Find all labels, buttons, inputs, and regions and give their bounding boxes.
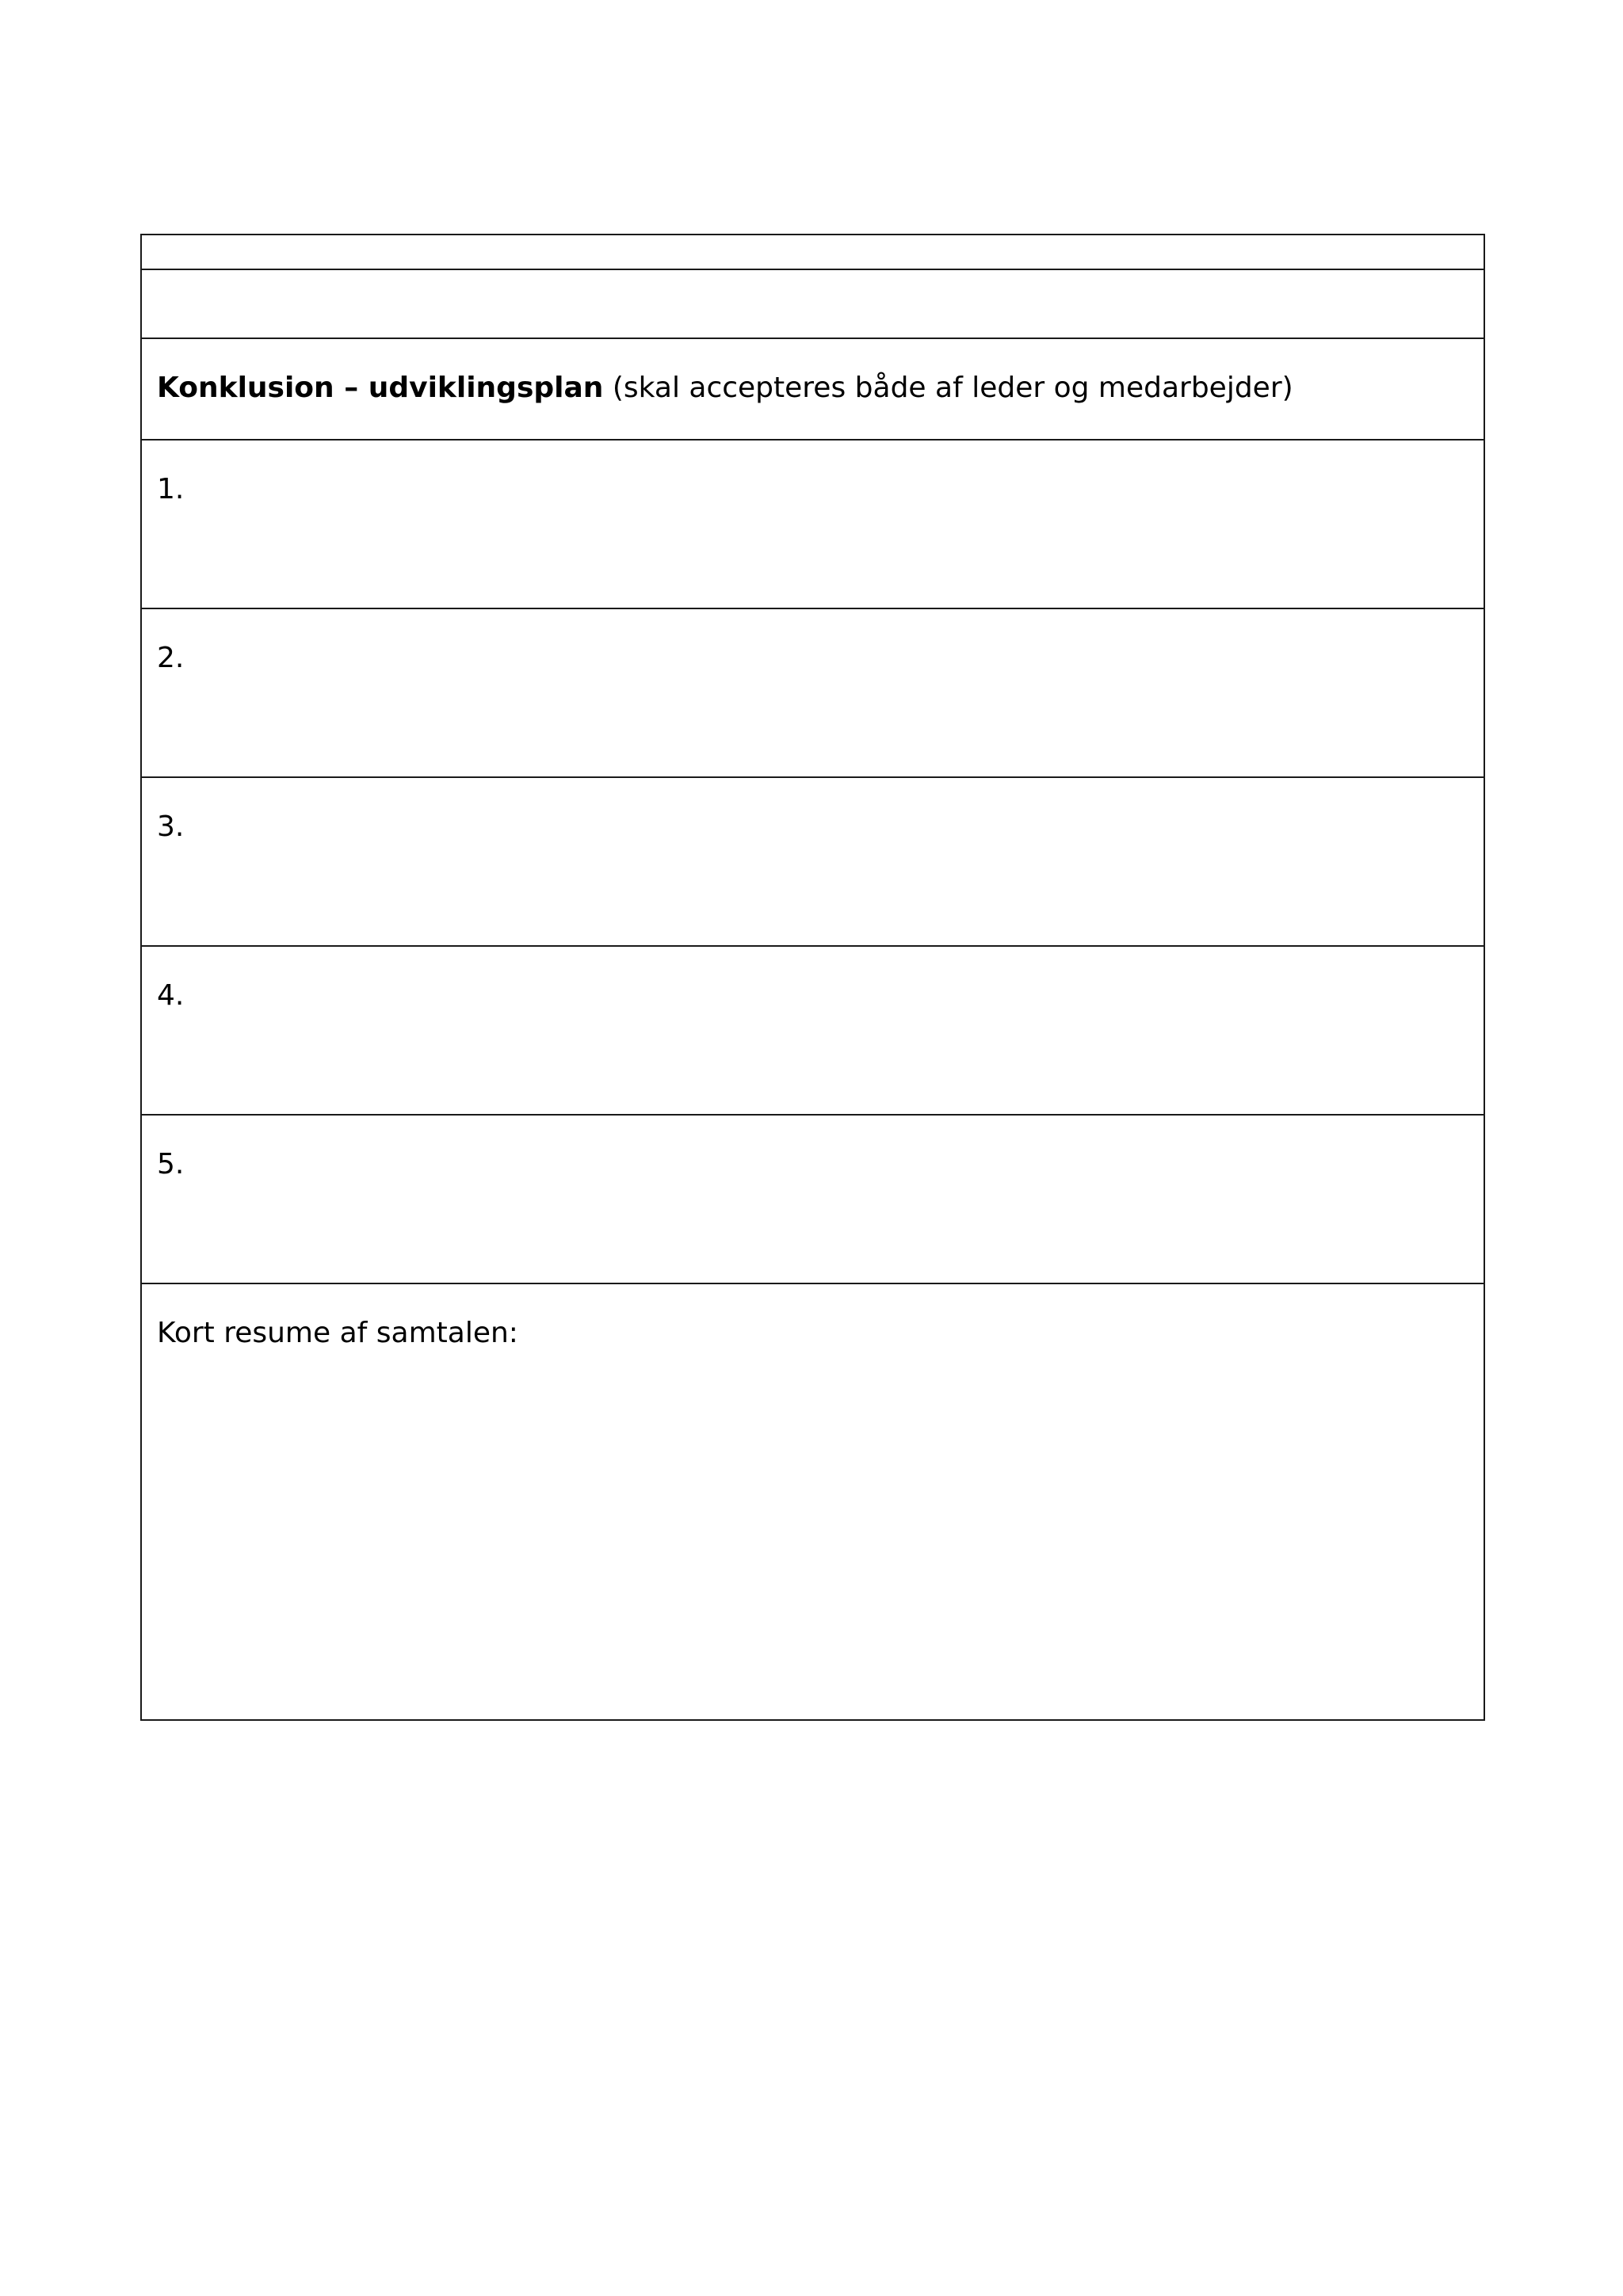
plan-item-row-5[interactable] (142, 1116, 1484, 1284)
development-plan-form (140, 234, 1485, 1721)
plan-item-row-3[interactable] (142, 778, 1484, 947)
plan-item-row-4[interactable] (142, 947, 1484, 1116)
conclusion-heading-note: (skal accepteres både af leder og medarbejder) (603, 372, 1293, 404)
plan-item-number: 2. (157, 642, 185, 674)
plan-item-number: 3. (157, 810, 185, 843)
blank-row-top (142, 235, 1484, 270)
conclusion-heading (157, 371, 1293, 406)
plan-item-row-1[interactable] (142, 441, 1484, 609)
conclusion-heading-bold: Konklusion – udviklingsplan (157, 372, 604, 404)
plan-item-number: 5. (157, 1148, 185, 1180)
blank-row-second (142, 270, 1484, 339)
conclusion-heading-row (142, 339, 1484, 441)
plan-item-number: 4. (157, 979, 185, 1012)
summary-row[interactable] (142, 1284, 1484, 1721)
plan-item-row-2[interactable] (142, 609, 1484, 778)
plan-item-number: 1. (157, 473, 185, 505)
summary-label: Kort resume af samtalen: (157, 1317, 518, 1349)
